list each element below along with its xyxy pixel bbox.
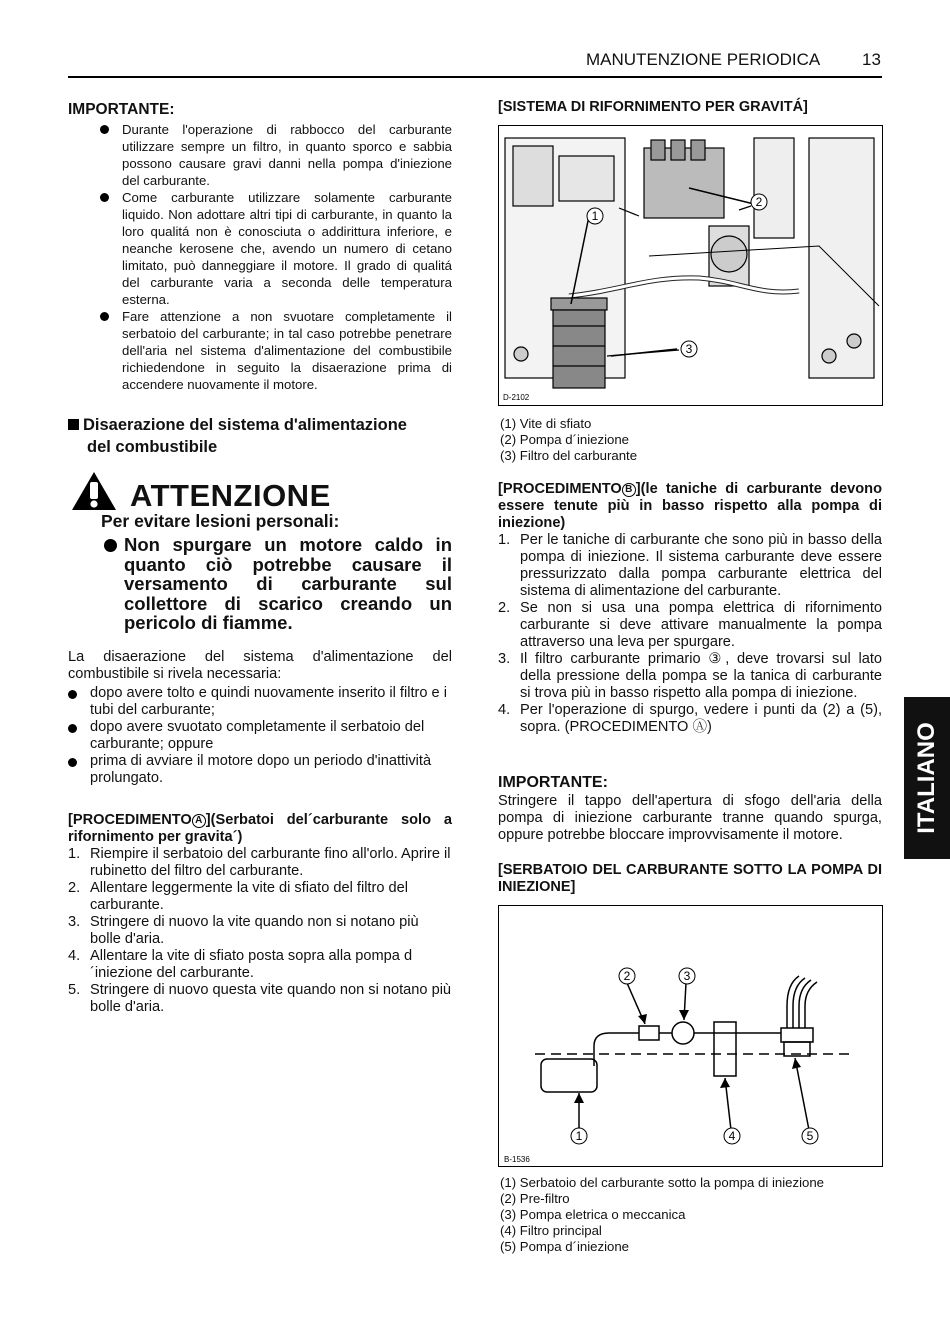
- list-item: Fare attenzione a non svuotare completamente il serbatoio del carburante; in tal caso potrebbe penetrare dell'aria nel sistema d'alimentazione del combustibile richiedendone in seguito la disaerazione prima di accendere nuovamente il motore.: [68, 308, 452, 393]
- procedure-b: [498, 481, 882, 736]
- purge-conditions: [68, 649, 452, 787]
- list-item: 2. Se non si usa una pompa elettrica di rifornimento carburante si deve attivare manualmente la pompa attraverso una leva per spurgare.: [498, 600, 882, 650]
- important-text: Stringere il tappo dell'apertura di sfogo dell'aria della pompa di iniezione carburante tranne quando spurga, oppure potrebbe bloccare improvvisamente il motore.: [498, 793, 882, 843]
- figure2-captions: [500, 1175, 880, 1255]
- svg-text:4: 4: [728, 1129, 736, 1143]
- important-heading: IMPORTANTE:: [68, 101, 175, 118]
- language-tab: ITALIANO: [904, 697, 950, 859]
- list-item: 1. Per le taniche di carburante che sono più in basso della pompa di iniezione. Il sistema carburante deve essere pressurizzato dalla pompa carburante elettrica del sistema di alimentazione del carburante.: [498, 532, 882, 599]
- diagram-callouts: [571, 968, 818, 1144]
- gravity-title: [SISTEMA DI RIFORNIMENTO PER GRAVITÁ]: [498, 99, 808, 115]
- list-item: 3. Il filtro carburante primario ③, deve trovarsi sul lato della pressione della pompa se la tanica di carburante si trova più in basso rispetto alla pompa di iniezione.: [498, 651, 882, 701]
- letter-b-icon: B: [622, 483, 636, 497]
- tank-title: [SERBATOIO DEL CARBURANTE SOTTO LA POMPA DI INIEZIONE]: [498, 862, 882, 895]
- procedure-b-steps: [498, 532, 882, 736]
- svg-text:5: 5: [806, 1129, 814, 1143]
- engine-figure: [498, 125, 883, 406]
- caption: (3) Filtro del carburante: [500, 448, 638, 463]
- procedure-a: [68, 812, 452, 1016]
- warning-subtitle: Per evitare lesioni personali:: [101, 511, 340, 531]
- caption: (1) Serbatoio del carburante sotto la pompa di iniezione: [500, 1175, 825, 1190]
- list-item: prima di avviare il motore dopo un periodo d'inattività prolungato.: [68, 753, 452, 787]
- caption: (2) Pre-filtro: [500, 1191, 570, 1206]
- running-header: MANUTENZIONE PERIODICA: [586, 50, 821, 69]
- intro-text: La disaerazione del sistema d'alimentazione del combustibile si rivela necessaria:: [68, 649, 452, 682]
- figure-code: D-2102: [503, 393, 530, 402]
- diagram-code: B-1536: [504, 1155, 530, 1164]
- warning-body: [101, 535, 452, 633]
- svg-text:3: 3: [683, 969, 691, 983]
- important-list: [68, 121, 452, 393]
- letter-a-icon: A: [192, 814, 206, 828]
- callout-3: 3: [685, 342, 693, 356]
- list-item: dopo avere tolto e quindi nuovamente inserito il filtro e i tubi del carburante;: [68, 685, 452, 719]
- svg-text:2: 2: [623, 969, 631, 983]
- callout-1: 1: [591, 209, 599, 223]
- list-item: 3. Stringere di nuovo la vite quando non si notano più bolle d'aria.: [68, 914, 419, 947]
- list-item: 5. Stringere di nuovo questa vite quando non si notano più bolle d'aria.: [68, 982, 452, 1015]
- list-item: 4. Per l'operazione di spurgo, vedere i punti da (2) a (5), sopra. (PROCEDIMENTO Ⓐ): [498, 702, 882, 735]
- figure1-captions: [500, 416, 880, 464]
- list-item: 2. Allentare leggermente la vite di sfiato del filtro del carburante.: [68, 880, 408, 913]
- callout-2: 2: [755, 195, 763, 209]
- header-rule: [68, 76, 882, 78]
- warning-triangle-icon: [70, 470, 118, 512]
- list-item: 1. Riempire il serbatoio del carburante fino all'orlo. Aprire il rubinetto del filtro del carburante.: [68, 846, 451, 879]
- square-bullet-icon: [68, 419, 79, 430]
- fuel-system-diagram: [498, 905, 883, 1167]
- warning-title: ATTENZIONE: [130, 478, 331, 513]
- svg-text:1: 1: [575, 1129, 583, 1143]
- warning-text: Non spurgare un motore caldo in quanto ciò potrebbe causare il versamento di carburante sul collettore di scarico creando un pericolo di fiamme.: [124, 534, 452, 633]
- caption: (1) Vite di sfiato: [500, 416, 592, 431]
- procedure-a-steps: [68, 846, 452, 1016]
- engine-illustration: [499, 126, 882, 405]
- section-title: Disaerazione del sistema d'alimentazione del combustibile: [68, 414, 452, 458]
- procedure-a-heading: [PROCEDIMENTO A ](Serbatoi del´carburante solo a rifornimento per gravita´): [68, 812, 452, 845]
- page-number: 13: [862, 50, 881, 69]
- list-item: 4. Allentare la vite di sfiato posta sopra alla pompa d´iniezione del carburante.: [68, 948, 413, 981]
- list-item: dopo avere svuotato completamente il serbatoio del carburante; oppure: [68, 719, 452, 753]
- caption: (5) Pompa d´iniezione: [500, 1239, 630, 1254]
- caption: (4) Filtro principal: [500, 1223, 602, 1238]
- procedure-b-heading: [PROCEDIMENTO B ](le taniche di carburante devono essere tenute più in basso rispetto alla pompa di iniezione): [498, 481, 882, 531]
- caption: (2) Pompa d´iniezione: [500, 432, 630, 447]
- conditions-list: [68, 685, 452, 787]
- list-item: Durante l'operazione di rabbocco del carburante utilizzare sempre un filtro, in quanto sporco e sabbia possono causare gravi danni nella pompa d'iniezione del carburante.: [68, 121, 452, 189]
- bullet-icon: [104, 539, 117, 552]
- caption: (3) Pompa eletrica o meccanica: [500, 1207, 686, 1222]
- important-block: [68, 101, 452, 393]
- fuel-system-illustration: [499, 906, 882, 1166]
- list-item: Come carburante utilizzare solamente carburante liquido. Non adottare altri tipi di carburante, in quanto la loro qualitá non è conosciuta o addirittura inferiore, e neanche kerosene che, avendo un numero di cetano limitato, può danneggiare il motore. Il grado di qualitá del carburante varia a seconda delle temperatura esterna.: [68, 189, 452, 308]
- important-block-2: [498, 774, 882, 844]
- important-heading: IMPORTANTE:: [498, 774, 608, 791]
